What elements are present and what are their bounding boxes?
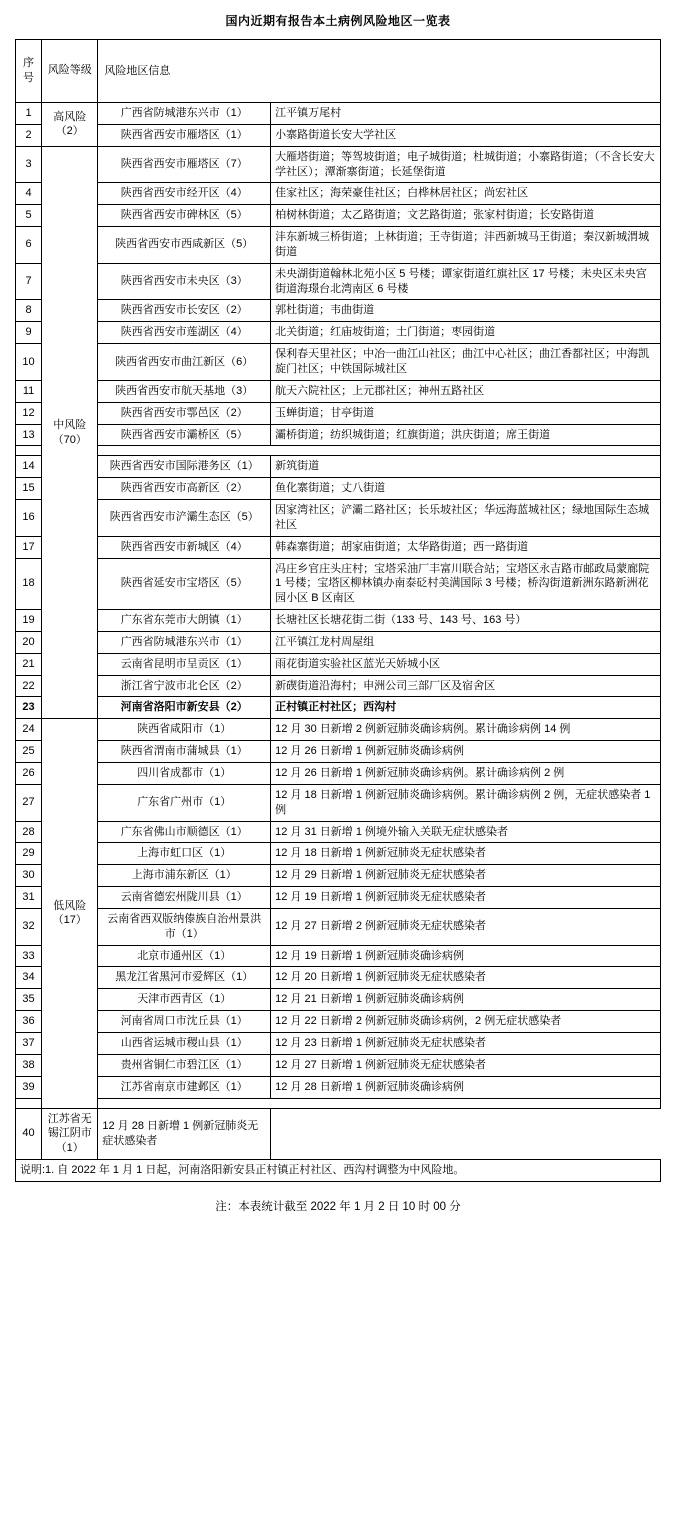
row-index: 24 <box>16 719 42 741</box>
table-row <box>16 945 661 967</box>
row-info: 12 月 26 日新增 1 例新冠肺炎确诊病例 <box>271 741 661 763</box>
row-index: 19 <box>16 610 42 632</box>
row-index: 29 <box>16 843 42 865</box>
row-info: 沣东新城三桥街道；上林街道；王寺街道；沣西新城马王街道；秦汉新城渭城街道 <box>271 227 661 264</box>
row-area: 广西省防城港东兴市（1） <box>98 103 271 125</box>
footer-note: 注：本表统计截至 2022 年 1 月 2 日 10 时 00 分 <box>215 1200 461 1213</box>
row-area: 河南省周口市沈丘县（1） <box>98 1011 271 1033</box>
row-index: 16 <box>16 500 42 537</box>
table-row <box>16 865 661 887</box>
page-title: 国内近期有报告本土病例风险地区一览表 <box>225 14 451 28</box>
row-area: 上海市虹口区（1） <box>98 843 271 865</box>
row-area: 陕西省西安市长安区（2） <box>98 300 271 322</box>
row-area: 陕西省西安市灞桥区（5） <box>98 424 271 446</box>
row-index: 8 <box>16 300 42 322</box>
row-info: 12 月 23 日新增 1 例新冠肺炎无症状感染者 <box>271 1032 661 1054</box>
table-row <box>16 263 661 300</box>
row-index: 34 <box>16 967 42 989</box>
row-index: 25 <box>16 741 42 763</box>
row-index: 12 <box>16 402 42 424</box>
row-index: 30 <box>16 865 42 887</box>
row-info: 保利春天里社区；中冶一曲江山社区；曲江中心社区；曲江香都社区；中海凯旋门社区；中铁国际城社区 <box>271 344 661 381</box>
row-area: 四川省成都市（1） <box>98 763 271 785</box>
table-row <box>16 1054 661 1076</box>
row-area: 广东省东莞市大朗镇（1） <box>98 610 271 632</box>
row-index: 32 <box>16 908 42 945</box>
row-index: 36 <box>16 1011 42 1033</box>
table-row <box>16 763 661 785</box>
table-spacer <box>16 446 661 456</box>
row-index: 5 <box>16 205 42 227</box>
row-area: 陕西省西安市国际港务区（1） <box>98 456 271 478</box>
table-row <box>16 719 661 741</box>
row-index: 40 <box>16 1108 42 1160</box>
row-area: 广东省佛山市顺德区（1） <box>98 821 271 843</box>
row-index: 18 <box>16 558 42 610</box>
row-index: 14 <box>16 456 42 478</box>
table-note: 说明:1. 自 2022 年 1 月 1 日起，河南洛阳新安县正村镇正村社区、西沟村调整为中风险地。 <box>16 1160 661 1182</box>
row-index: 27 <box>16 784 42 821</box>
table-row <box>16 675 661 697</box>
table-row <box>16 456 661 478</box>
row-area: 陕西省西安市雁塔区（7） <box>98 146 271 183</box>
row-area: 浙江省宁波市北仑区（2） <box>98 675 271 697</box>
table-row <box>16 1108 661 1160</box>
row-info: 北关街道；红庙坡街道；土门街道；枣园街道 <box>271 322 661 344</box>
row-info: 正村镇正村社区；西沟村 <box>271 697 661 719</box>
table-row <box>16 536 661 558</box>
row-index: 37 <box>16 1032 42 1054</box>
row-index: 23 <box>16 697 42 719</box>
row-info: 江平镇万尾村 <box>271 103 661 125</box>
row-area: 陕西省西安市西咸新区（5） <box>98 227 271 264</box>
table-row <box>16 205 661 227</box>
row-info: 12 月 28 日新增 1 例新冠肺炎确诊病例 <box>271 1076 661 1098</box>
row-info: 江平镇江龙村周屋组 <box>271 631 661 653</box>
row-area: 云南省西双版纳傣族自治州景洪市（1） <box>98 908 271 945</box>
row-index: 15 <box>16 478 42 500</box>
row-info: 柏树林街道；太乙路街道；文艺路街道；张家村街道；长安路街道 <box>271 205 661 227</box>
table-row <box>16 697 661 719</box>
row-info: 12 月 21 日新增 1 例新冠肺炎确诊病例 <box>271 989 661 1011</box>
table-row <box>16 908 661 945</box>
table-row <box>16 124 661 146</box>
row-info: 鱼化寨街道；丈八街道 <box>271 478 661 500</box>
table-row <box>16 402 661 424</box>
row-area: 江苏省南京市建邺区（1） <box>98 1076 271 1098</box>
row-index: 35 <box>16 989 42 1011</box>
row-info: 12 月 26 日新增 1 例新冠肺炎确诊病例。累计确诊病例 2 例 <box>271 763 661 785</box>
row-area: 广东省广州市（1） <box>98 784 271 821</box>
table-header-row <box>16 40 661 103</box>
table-row <box>16 653 661 675</box>
row-index: 2 <box>16 124 42 146</box>
row-info: 长塘社区长塘花街二街（133 号、143 号、163 号） <box>271 610 661 632</box>
row-info: 小寨路街道长安大学社区 <box>271 124 661 146</box>
row-area: 云南省昆明市呈贡区（1） <box>98 653 271 675</box>
row-info: 12 月 18 日新增 1 例新冠肺炎确诊病例。累计确诊病例 2 例，无症状感染者 1 例 <box>271 784 661 821</box>
row-info: 韩森寨街道；胡家庙街道；太华路街道；西一路街道 <box>271 536 661 558</box>
row-area: 陕西省西安市鄠邑区（2） <box>98 402 271 424</box>
row-area: 北京市通州区（1） <box>98 945 271 967</box>
row-index: 33 <box>16 945 42 967</box>
row-area: 陕西省西安市经开区（4） <box>98 183 271 205</box>
row-info: 灞桥街道；纺织城街道；红旗街道；洪庆街道；席王街道 <box>271 424 661 446</box>
header-index: 序号 <box>16 40 42 103</box>
table-row <box>16 558 661 610</box>
row-index: 31 <box>16 887 42 909</box>
row-info: 新筑街道 <box>271 456 661 478</box>
table-row <box>16 344 661 381</box>
table-row <box>16 424 661 446</box>
row-area: 河南省洛阳市新安县（2） <box>98 697 271 719</box>
row-info: 郭杜街道；韦曲街道 <box>271 300 661 322</box>
row-info: 12 月 18 日新增 1 例新冠肺炎无症状感染者 <box>271 843 661 865</box>
table-row <box>16 183 661 205</box>
header-level: 风险等级 <box>42 40 98 103</box>
table-spacer <box>16 1098 661 1108</box>
row-index: 11 <box>16 380 42 402</box>
table-row <box>16 784 661 821</box>
table-row <box>16 887 661 909</box>
level-medium: 中风险（70） <box>42 146 98 719</box>
row-area: 江苏省无锡江阴市（1） <box>42 1108 98 1160</box>
row-area: 天津市西青区（1） <box>98 989 271 1011</box>
row-info: 航天六院社区；上元郡社区；神州五路社区 <box>271 380 661 402</box>
table-row <box>16 989 661 1011</box>
row-index: 10 <box>16 344 42 381</box>
row-area: 云南省德宏州陇川县（1） <box>98 887 271 909</box>
row-info: 12 月 30 日新增 2 例新冠肺炎确诊病例。累计确诊病例 14 例 <box>271 719 661 741</box>
row-area: 黑龙江省黑河市爱辉区（1） <box>98 967 271 989</box>
row-index: 22 <box>16 675 42 697</box>
row-info: 大雁塔街道；等驾坡街道；电子城街道；杜城街道；小寨路街道；（不含长安大学社区）；潭渐寨街道；长延堡街道 <box>271 146 661 183</box>
row-info: 未央湖街道翰林北苑小区 5 号楼；谭家街道红旗社区 17 号楼；未央区未央宫街道海璟台北湾南区 6 号楼 <box>271 263 661 300</box>
row-index: 26 <box>16 763 42 785</box>
row-index: 21 <box>16 653 42 675</box>
table-row <box>16 1032 661 1054</box>
table-row <box>16 843 661 865</box>
row-area: 陕西省延安市宝塔区（5） <box>98 558 271 610</box>
header-info: 风险地区信息 <box>98 40 661 103</box>
row-area: 山西省运城市稷山县（1） <box>98 1032 271 1054</box>
table-row <box>16 1076 661 1098</box>
row-area: 陕西省西安市未央区（3） <box>98 263 271 300</box>
row-info: 12 月 20 日新增 1 例新冠肺炎无症状感染者 <box>271 967 661 989</box>
table-row <box>16 146 661 183</box>
row-info: 雨花街道实验社区蓝光天娇城小区 <box>271 653 661 675</box>
row-area: 广西省防城港东兴市（1） <box>98 631 271 653</box>
table-row <box>16 967 661 989</box>
row-info: 冯庄乡官庄头庄村；宝塔采油厂丰富川联合站；宝塔区永吉路市邮政局蒙廊院 1 号楼；宝塔区柳林镇办南泰砭村美满国际 3 号楼；桥沟街道新洲东路新洲花园小区 B 区南区 <box>271 558 661 610</box>
row-index: 7 <box>16 263 42 300</box>
row-info: 12 月 28 日新增 1 例新冠肺炎无症状感染者 <box>98 1108 271 1160</box>
row-info: 因家湾社区；浐灞二路社区；长乐坡社区；华远海蓝城社区；绿地国际生态城社区 <box>271 500 661 537</box>
table-row <box>16 610 661 632</box>
table-row <box>16 741 661 763</box>
table-row <box>16 380 661 402</box>
row-index: 39 <box>16 1076 42 1098</box>
row-area: 陕西省咸阳市（1） <box>98 719 271 741</box>
row-info: 玉蝉街道；甘亭街道 <box>271 402 661 424</box>
row-index: 13 <box>16 424 42 446</box>
table-row <box>16 631 661 653</box>
table-row <box>16 227 661 264</box>
row-info: 12 月 19 日新增 1 例新冠肺炎确诊病例 <box>271 945 661 967</box>
table-row <box>16 322 661 344</box>
row-index: 1 <box>16 103 42 125</box>
row-area: 陕西省西安市航天基地（3） <box>98 380 271 402</box>
row-index: 4 <box>16 183 42 205</box>
row-index: 28 <box>16 821 42 843</box>
row-info: 12 月 27 日新增 2 例新冠肺炎无症状感染者 <box>271 908 661 945</box>
table-row <box>16 821 661 843</box>
table-row <box>16 500 661 537</box>
row-info: 佳家社区；海荣豪佳社区；白桦林居社区；尚宏社区 <box>271 183 661 205</box>
risk-area-table <box>15 39 661 1182</box>
row-area: 陕西省西安市莲湖区（4） <box>98 322 271 344</box>
row-info: 12 月 31 日新增 1 例境外输入关联无症状感染者 <box>271 821 661 843</box>
table-row <box>16 103 661 125</box>
row-info: 新碶街道沿海村；申洲公司三部厂区及宿舍区 <box>271 675 661 697</box>
row-area: 陕西省西安市新城区（4） <box>98 536 271 558</box>
row-info: 12 月 22 日新增 2 例新冠肺炎确诊病例，2 例无症状感染者 <box>271 1011 661 1033</box>
row-area: 陕西省渭南市蒲城县（1） <box>98 741 271 763</box>
level-high: 高风险（2） <box>42 103 98 147</box>
row-index: 9 <box>16 322 42 344</box>
row-info: 12 月 27 日新增 1 例新冠肺炎无症状感染者 <box>271 1054 661 1076</box>
row-area: 陕西省西安市高新区（2） <box>98 478 271 500</box>
level-low: 低风险（17） <box>42 719 98 1108</box>
row-index: 17 <box>16 536 42 558</box>
row-index: 38 <box>16 1054 42 1076</box>
row-area: 贵州省铜仁市碧江区（1） <box>98 1054 271 1076</box>
row-area: 陕西省西安市浐灞生态区（5） <box>98 500 271 537</box>
row-index: 3 <box>16 146 42 183</box>
row-info: 12 月 29 日新增 1 例新冠肺炎无症状感染者 <box>271 865 661 887</box>
table-row <box>16 1011 661 1033</box>
row-area: 上海市浦东新区（1） <box>98 865 271 887</box>
table-note-row <box>16 1160 661 1182</box>
row-index: 20 <box>16 631 42 653</box>
row-area: 陕西省西安市曲江新区（6） <box>98 344 271 381</box>
row-area: 陕西省西安市碑林区（5） <box>98 205 271 227</box>
table-row <box>16 300 661 322</box>
row-area: 陕西省西安市雁塔区（1） <box>98 124 271 146</box>
row-info: 12 月 19 日新增 1 例新冠肺炎无症状感染者 <box>271 887 661 909</box>
row-index: 6 <box>16 227 42 264</box>
table-row <box>16 478 661 500</box>
